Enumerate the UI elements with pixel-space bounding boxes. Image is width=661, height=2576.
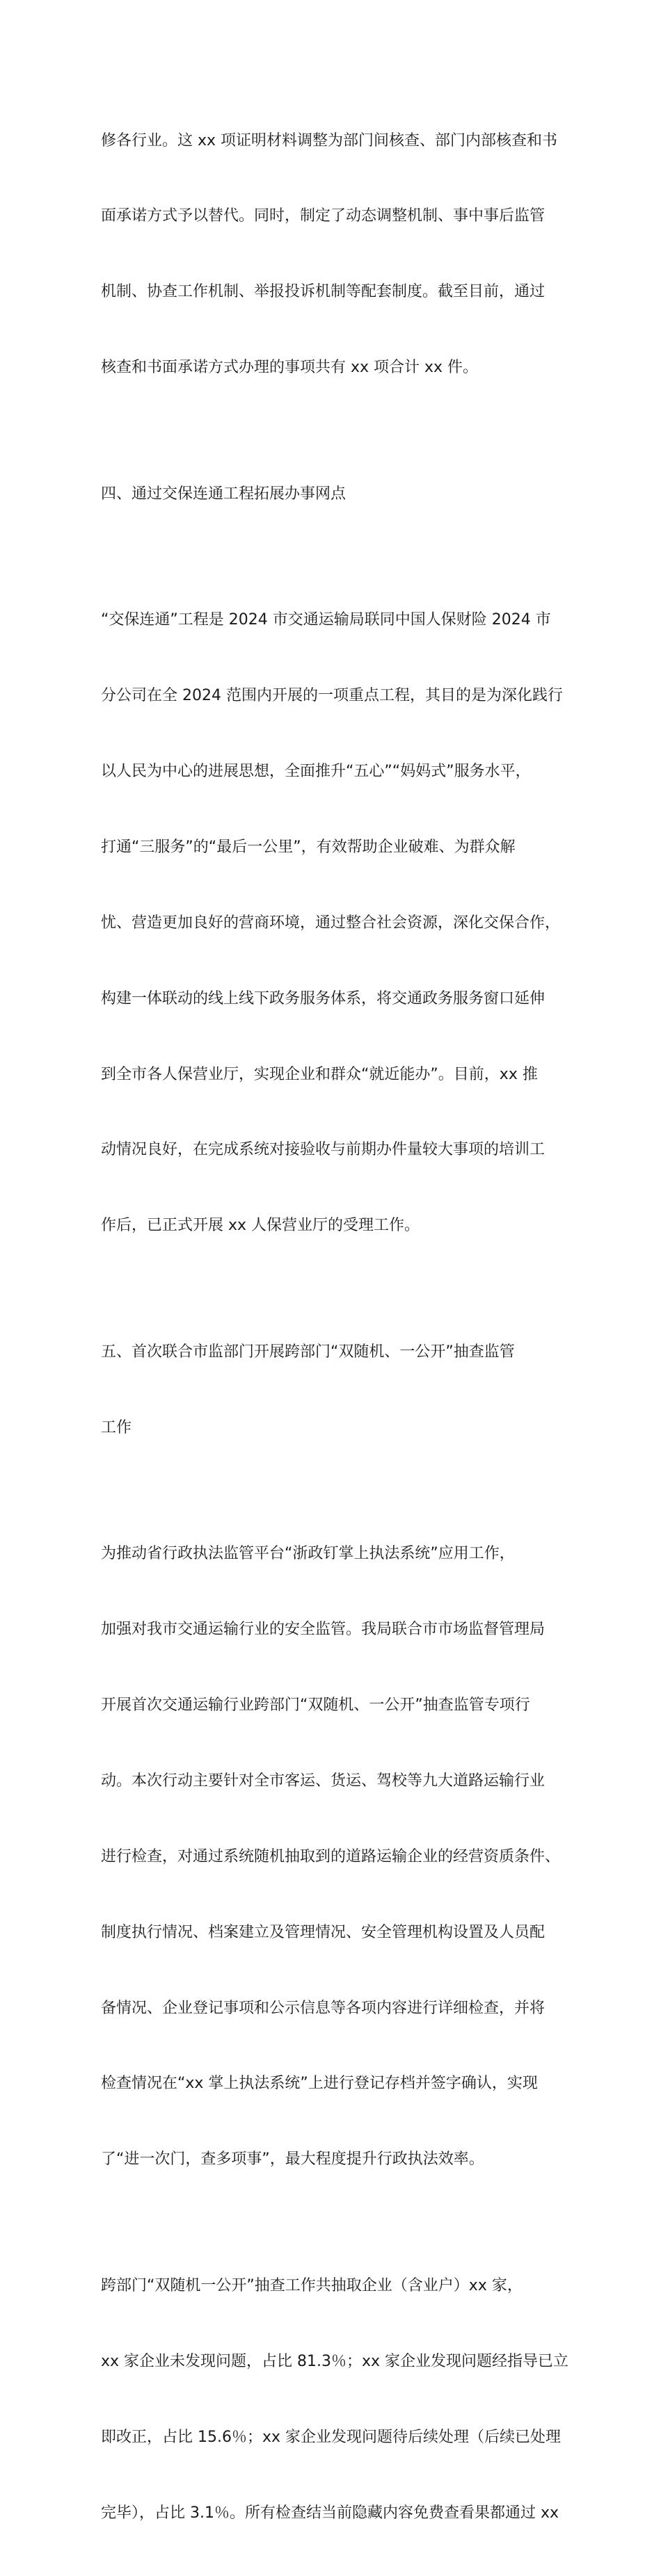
text-line: 作后，已正式开展 xx 人保营业厅的受理工作。 [101,1217,420,1235]
heading-line: 四、通过交保连通工程拓展办事网点 [101,485,347,503]
text-line: 修各行业。这 xx 项证明材料调整为部门间核查、部门内部核查和书 [101,131,558,149]
text-line: 忧、营造更加良好的营商环境，通过整合社会资源，深化交保合作， [101,914,561,932]
text-line: 核查和书面承诺方式办理的事项共有 xx 项合计 xx 件。 [101,359,479,377]
paragraph [101,1491,574,2223]
text-line: 开展首次交通运输行业跨部门“双随机、一公开”抽查监管专项行 [101,1696,530,1714]
text-line: 加强对我市交通运输行业的安全监管。我局联合市市场监督管理局 [101,1621,545,1639]
text-line: 机制、协查工作机制、举报投诉机制等配套制度。截至目前，通过 [101,283,545,301]
text-line: 到全市各人保营业厅，实现企业和群众“就近能办”。目前，xx 推 [101,1065,538,1083]
paragraph [101,558,574,1290]
text-line: 分公司在全 2024 范围内开展的一项重点工程，其目的是为深化践行 [101,687,563,705]
paragraph [101,78,574,431]
text-line: 完毕），占比 3.1％。所有检查结当前隐藏内容免费查看果都通过 xx [101,2504,559,2522]
text-line: 备情况、企业登记事项和公示信息等各项内容进行详细检查，并将 [101,1999,545,2017]
heading-line: 五、首次联合市监部门开展跨部门“双随机、一公开”抽查监管 [101,1343,515,1361]
paragraph [101,2223,574,2576]
heading-line: 工作 [101,1418,132,1436]
section-heading-4 [101,431,574,557]
text-line: 构建一体联动的线上线下政务服务体系，将交通政务服务窗口延伸 [101,989,545,1007]
text-line: 跨部门“双随机一公开”抽查工作共抽取企业（含业户）xx 家， [101,2276,523,2294]
document-body [101,78,574,2576]
text-line: 即改正，占比 15.6％；xx 家企业发现问题待后续处理（后续已处理 [101,2428,562,2446]
text-line: 检查情况在“xx 掌上执法系统”上进行登记存档并签字确认，实现 [101,2075,538,2093]
text-line: 了“进一次门，查多项事”，最大程度提升行政执法效率。 [101,2150,484,2169]
text-line: “交保连通”工程是 2024 市交通运输局联同中国人保财险 2024 市 [101,611,551,629]
text-line: 动情况良好，在完成系统对接验收与前期办件量较大事项的培训工 [101,1141,545,1159]
text-line: 为推动省行政执法监管平台“浙政钉掌上执法系统”应用工作， [101,1545,515,1563]
text-line: 打通“三服务”的“最后一公里”，有效帮助企业破难、为群众解 [101,838,516,856]
text-line: 动。本次行动主要针对全市客运、货运、驾校等九大道路运输行业 [101,1772,545,1790]
section-heading-5 [101,1289,574,1491]
text-line: xx 家企业未发现问题，占比 81.3％；xx 家企业发现问题经指导已立 [101,2352,569,2370]
text-line: 制度执行情况、档案建立及管理情况、安全管理机构设置及人员配 [101,1923,545,1941]
text-line: 进行检查，对通过系统随机抽取到的道路运输企业的经营资质条件、 [101,1847,561,1865]
text-line: 以人民为中心的进展思想，全面推升“五心”“妈妈式”服务水平， [101,763,531,781]
text-line: 面承诺方式予以替代。同时，制定了动态调整机制、事中事后监管 [101,207,545,225]
